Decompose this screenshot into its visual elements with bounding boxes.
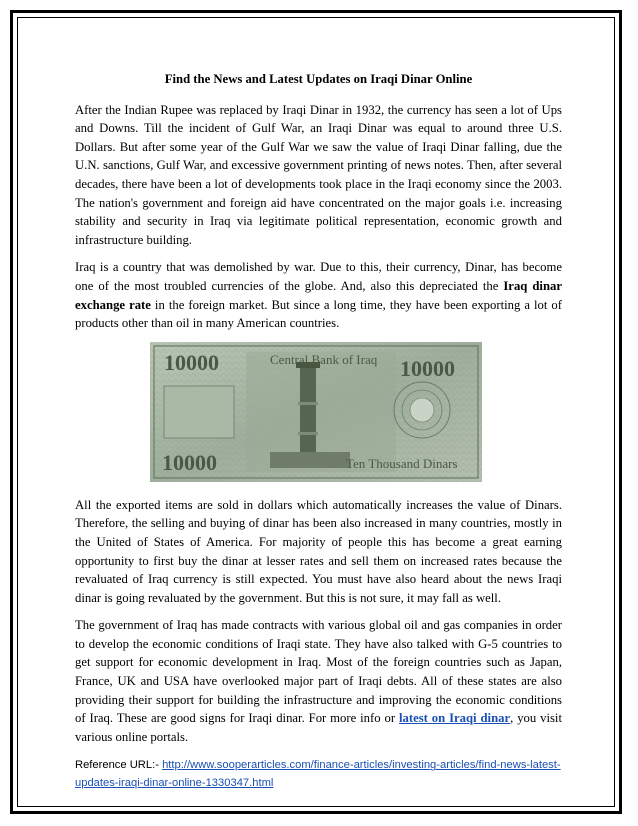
article-body <box>75 70 562 792</box>
paragraph-4-text-end: , you visit various online portals. <box>75 711 562 744</box>
latest-on-iraqi-dinar-link[interactable]: latest on Iraqi dinar <box>398 711 511 726</box>
banknote-value-text: Ten Thousand Dinars <box>346 455 458 471</box>
banknote-denomination-top-right: 10000 <box>400 355 455 381</box>
paragraph-4 <box>75 616 562 746</box>
paragraph-4-text-start: The government of Iraq has made contracts with various global oil and gas companies in order to develop the economic conditions of Iraqi state. They have also talked with G-5 countries to get support for economic development in Iraq. Most of the foreign countries such as Japan, France, UK and USA have overlooked major part of Iraqi debts. All of these states are also providing their support for building the infrastructure and improving the economic conditions of Iraq. These are good signs for Iraqi dinar. For more info or <box>75 618 562 726</box>
banknote-denomination-top-left: 10000 <box>164 349 219 375</box>
paragraph-2-text-end: in the foreign market. But since a long time, they have been exporting a lot of products other than oil in many American countries. <box>75 297 562 331</box>
paragraph-1: After the Indian Rupee was replaced by Iraqi Dinar in 1932, the currency has seen a lot of Ups and Downs. Till the incident of Gulf War, an Iraqi Dinar was equal to around three U.S. Dollars. But after some year of the Gulf War we saw the value of Iraqi Dinar falling, due the U.N. sanctions, Gulf War, and excessive government printing of news notes. Then, after several decades, there have been a lot of developments took place in the Iraqi economy since the 2003. The nation's government and foreign aid have concentrated on the major goals i.e. increasing stability and security in Iraq via legitimate political representation, economic growth and infrastructure building. <box>75 102 562 247</box>
reference-line <box>75 756 562 792</box>
banknote-bank-text: Central Bank of Iraq <box>270 351 378 367</box>
bold-term-exchange-rate: Iraq dinar exchange rate <box>75 278 562 312</box>
paragraph-2-text-start: Iraq is a country that was demolished by war. Due to this, their currency, Dinar, has become one of the most troubled currencies of the globe. And, also this depreciated the <box>75 260 562 293</box>
banknote-figure <box>75 342 562 482</box>
paragraph-3: All the exported items are sold in dollars which automatically increases the value of Dinars. Therefore, the selling and buying of dinar has been also increased in many countries, mostly in the United of States of America. For majority of people this has become a great earning opportunity to first buy the dinar at lesser rates and sell them on increased rates because the revaluated of Iraq currency is still expected. You must have also heard about the news Iraqi dinar is going revaluated by the government. But this is not sure, it may fall as well. <box>75 497 562 605</box>
reference-url-link[interactable]: http://www.sooperarticles.com/finance-articles/investing-articles/find-news-latest-updates-iraqi-dinar-online-1330347.html <box>75 759 561 790</box>
iraqi-dinar-banknote-image <box>150 342 482 482</box>
banknote-denomination-bottom-left: 10000 <box>162 449 217 475</box>
article-title: Find the News and Latest Updates on Iraqi Dinar Online <box>164 72 473 86</box>
reference-label: Reference URL:- <box>75 759 163 772</box>
paragraph-2 <box>75 258 562 332</box>
